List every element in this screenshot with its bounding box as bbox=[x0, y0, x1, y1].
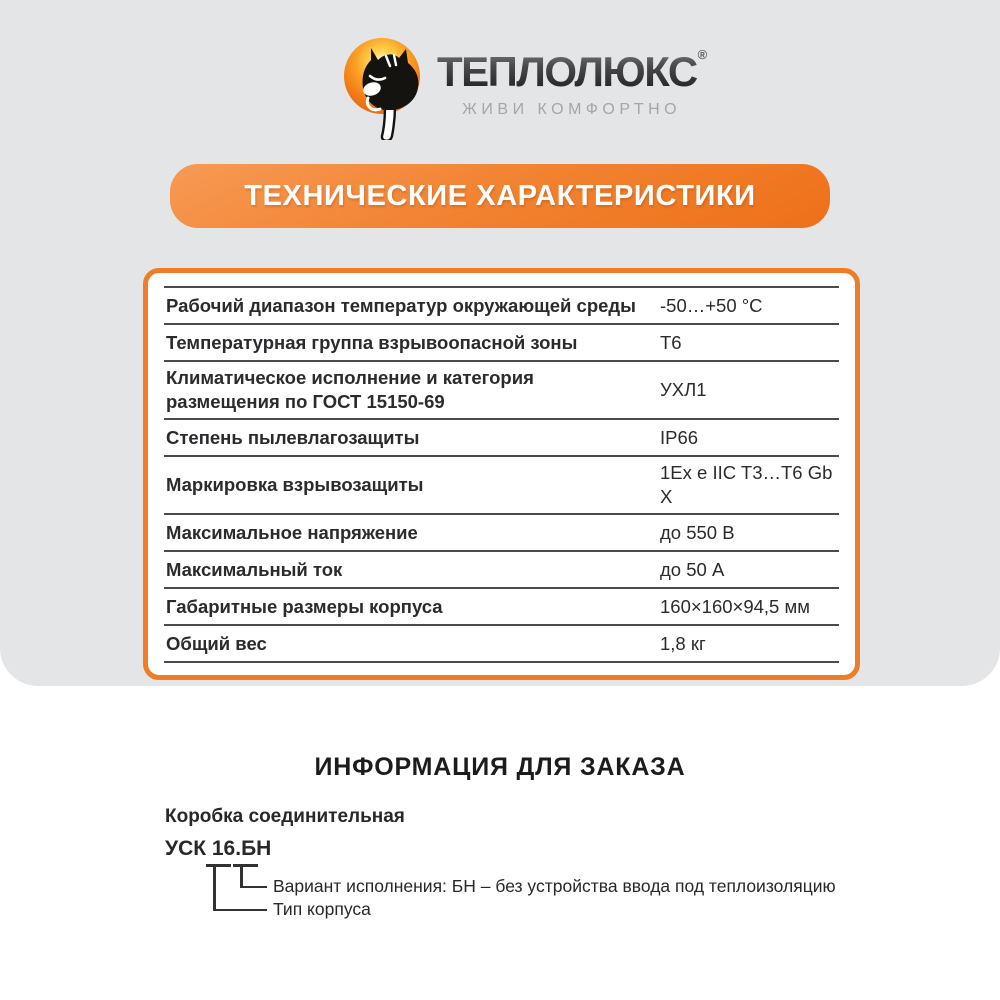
model-code-decoder bbox=[165, 863, 836, 927]
spec-value: -50…+50 °C bbox=[660, 294, 763, 316]
spec-row bbox=[164, 589, 839, 626]
spec-label: Максимальный ток bbox=[166, 558, 343, 580]
spec-row bbox=[164, 626, 839, 663]
spec-label: Степень пылевлагозащиты bbox=[166, 426, 420, 448]
spec-value: 160×160×94,5 мм bbox=[660, 595, 810, 617]
decoder-stem-variant bbox=[240, 864, 243, 888]
spec-label: Маркировка взрывозащиты bbox=[166, 474, 424, 495]
spec-row bbox=[164, 420, 839, 457]
spec-row bbox=[164, 457, 839, 515]
cat-logo-icon bbox=[341, 36, 425, 140]
spec-label: Температурная группа взрывоопасной зоны bbox=[166, 331, 578, 353]
spec-value: Т6 bbox=[660, 331, 682, 353]
specs-title: ТЕХНИЧЕСКИЕ ХАРАКТЕРИСТИКИ bbox=[244, 179, 756, 212]
decoder-stem-body-type bbox=[213, 864, 216, 911]
brand-wordmark-text: ТЕПЛОЛЮКС bbox=[437, 48, 697, 95]
brand-tagline: ЖИВИ КОМФОРТНО bbox=[462, 101, 682, 118]
specs-rows bbox=[164, 286, 839, 663]
spec-row bbox=[164, 288, 839, 325]
brand-wordmark bbox=[437, 47, 708, 95]
spec-row bbox=[164, 325, 839, 362]
spec-value: 1Ex e IIC T3…T6 Gb X bbox=[660, 462, 833, 507]
spec-value: до 50 А bbox=[660, 558, 725, 580]
spec-row bbox=[164, 362, 839, 420]
spec-value: УХЛ1 bbox=[660, 379, 707, 400]
spec-label: Габаритные размеры корпуса bbox=[166, 595, 443, 617]
brand-logo bbox=[341, 36, 706, 140]
brand-text-block bbox=[437, 36, 706, 119]
order-title: ИНФОРМАЦИЯ ДЛЯ ЗАКАЗА bbox=[314, 752, 686, 781]
decode-body-type-label: Тип корпуса bbox=[273, 899, 371, 919]
spec-row bbox=[164, 552, 839, 589]
spec-value: IP66 bbox=[660, 426, 699, 448]
model-code: УСК 16.БН bbox=[165, 837, 272, 860]
order-section bbox=[165, 806, 836, 927]
decoder-connector-variant bbox=[240, 886, 267, 889]
decoder-connector-body-type bbox=[213, 909, 267, 912]
specs-table bbox=[143, 268, 860, 680]
decoder-bar-variant bbox=[233, 864, 258, 867]
spec-label: Климатическое исполнение и категория размещения по ГОСТ 15150-69 bbox=[166, 367, 534, 412]
decoder-bar-body-type bbox=[206, 864, 231, 867]
spec-value: 1,8 кг bbox=[660, 632, 706, 654]
registered-trademark-symbol: ® bbox=[697, 47, 708, 62]
spec-label: Максимальное напряжение bbox=[166, 521, 418, 543]
decode-variant-label: Вариант исполнения: БН – без устройства ввода под теплоизоляцию bbox=[273, 876, 836, 896]
spec-label: Общий вес bbox=[166, 632, 267, 654]
specs-title-banner bbox=[170, 164, 830, 228]
product-name: Коробка соединительная bbox=[165, 806, 405, 827]
spec-value: до 550 В bbox=[660, 521, 735, 543]
spec-row bbox=[164, 515, 839, 552]
spec-label: Рабочий диапазон температур окружающей среды bbox=[166, 294, 636, 316]
